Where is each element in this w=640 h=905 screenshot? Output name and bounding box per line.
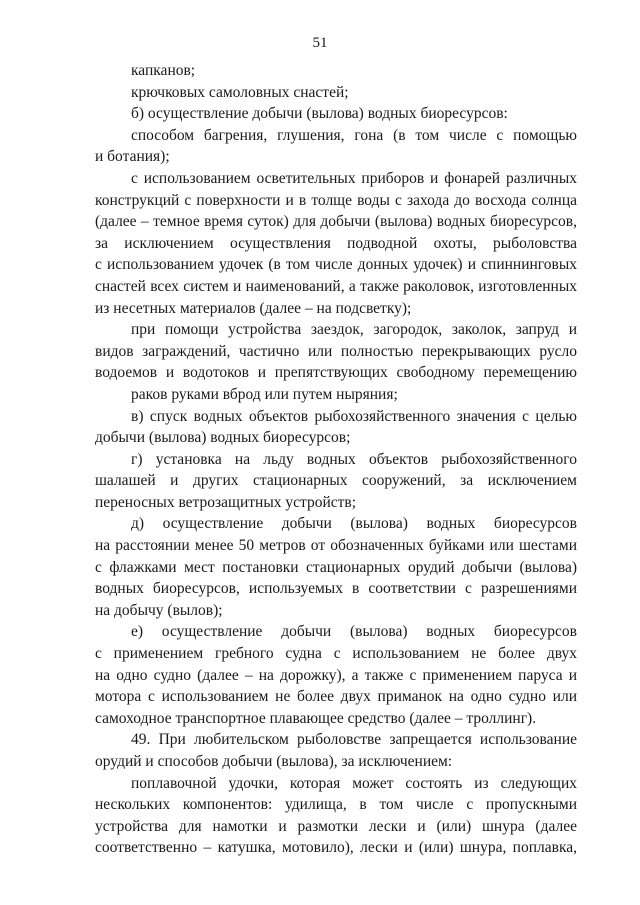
text-line: водоемов и водотоков и препятствующих свободному перемещению xyxy=(95,364,577,382)
text-line: мотора с использованием не более двух приманок на одно судно или xyxy=(95,688,577,706)
text-line: 49. При любительском рыболовстве запрещается использование xyxy=(131,731,577,749)
text-line: (далее – темное время суток) для добычи (вылова) водных биоресурсов, xyxy=(95,213,577,231)
text-line: на расстоянии менее 50 метров от обозначенных буйками или шестами xyxy=(95,537,577,555)
text-line: крючковых самоловных снастей; xyxy=(131,83,349,101)
text-line: переносных ветрозащитных устройств; xyxy=(95,493,357,511)
text-line: с использованием удочек (в том числе донных удочек) и спиннинговых xyxy=(95,256,577,274)
text-line: г) установка на льду водных объектов рыбохозяйственного xyxy=(131,450,577,468)
text-line: шалашей и других стационарных сооружений, за исключением xyxy=(95,472,577,490)
text-line: на добычу (вылов); xyxy=(95,601,223,619)
text-line: е) осуществление добычи (вылова) водных биоресурсов xyxy=(131,623,577,641)
text-line: за исключением осуществления подводной охоты, рыболовства xyxy=(95,234,577,252)
text-line: при помощи устройства заездок, загородок, заколок, запруд и xyxy=(131,321,577,339)
text-line: водных биоресурсов, используемых в соответствии с разрешениями xyxy=(95,580,577,598)
text-line: видов заграждений, частично или полностью перекрывающих русло xyxy=(95,342,577,360)
text-line: конструкций с поверхности и в толще воды с захода до восхода солнца xyxy=(95,191,577,209)
text-line: с использованием осветительных приборов и фонарей различных xyxy=(131,169,577,187)
document-body xyxy=(95,60,577,859)
page-number: 51 xyxy=(312,35,328,51)
text-line: раков руками вброд или путем ныряния; xyxy=(131,385,398,403)
text-line: из несетных материалов (далее – на подсветку); xyxy=(95,299,412,317)
text-line: капканов; xyxy=(131,62,196,79)
text-line: снастей всех систем и наименований, а также раколовок, изготовленных xyxy=(95,277,577,295)
text-line: нескольких компонентов: удилища, в том числе с пропускными xyxy=(95,796,577,814)
text-line: поплавочной удочки, которая может состоять из следующих xyxy=(131,774,577,792)
text-line: с флажками мест постановки стационарных орудий добычи (вылова) xyxy=(95,558,577,576)
text-line: орудий и способов добычи (вылова), за исключением: xyxy=(95,753,453,770)
text-line: самоходное транспортное плавающее средство (далее – троллинг). xyxy=(95,709,537,727)
text-line: добычи (вылова) водных биоресурсов; xyxy=(95,429,351,447)
text-line: с применением гребного судна с использованием не более двух xyxy=(95,645,577,663)
text-line: на одно судно (далее – на дорожку), а также с применением паруса и xyxy=(95,666,577,684)
text-line: д) осуществление добычи (вылова) водных биоресурсов xyxy=(131,515,577,533)
text-line: способом багрения, глушения, гона (в том числе с помощью xyxy=(131,126,577,144)
text-line: в) спуск водных объектов рыбохозяйственного значения с целью xyxy=(131,407,577,425)
text-line: устройства для намотки и размотки лески и (или) шнура (далее xyxy=(95,817,577,835)
text-line: соответственно – катушка, мотовило), лески и (или) шнура, поплавка, xyxy=(95,839,577,857)
text-line: б) осуществление добычи (вылова) водных биоресурсов: xyxy=(131,105,508,123)
text-line: и ботания); xyxy=(95,148,170,166)
